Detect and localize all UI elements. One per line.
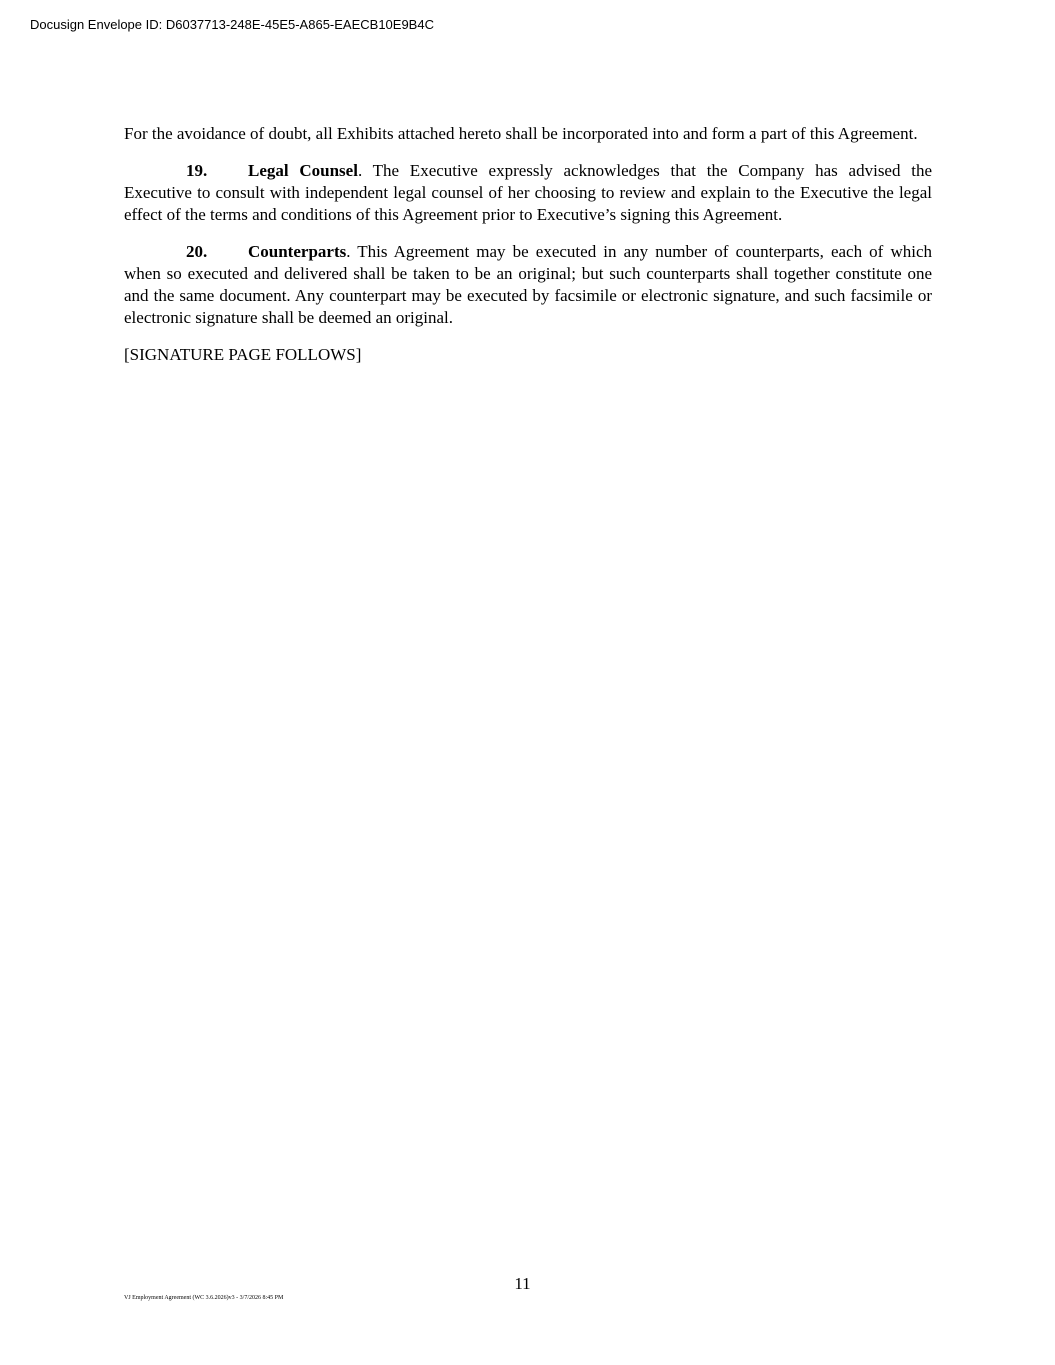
document-footer-note: VJ Employment Agreement (WC 3.6.2026)v3 - 3/7/2026 8:45 PM [124,1295,284,1301]
section-text: . This Agreement may be executed in any number of counterparts, each of which when so executed and delivered shall be taken to be an original; but such counterparts shall together constitute one and the same document. Any counterpart may be executed by facsimile or electronic signature, and such facsimile or electronic signature shall be deemed an original. [124,242,932,327]
section-number: 20. [186,242,208,261]
section-20-paragraph [124,241,932,329]
section-title: Legal Counsel [248,161,358,180]
section-title: Counterparts [248,242,347,261]
signature-page-follows: [SIGNATURE PAGE FOLLOWS] [124,345,362,364]
docusign-envelope-id: Docusign Envelope ID: D6037713-248E-45E5-A865-EAECB10E9B4C [30,17,434,32]
document-body [124,123,932,381]
continuation-paragraph: For the avoidance of doubt, all Exhibits attached hereto shall be incorporated into and form a part of this Agreement. [124,124,918,143]
section-text: . The Executive expressly acknowledges that the Company has advised the Executive to consult with independent legal counsel of her choosing to review and explain to the Executive the legal effect of the terms and conditions of this Agreement prior to Executive’s signing this Agreement. [124,161,932,224]
section-19-paragraph [124,160,932,226]
page-number: 11 [514,1274,531,1293]
section-number: 19. [186,161,208,180]
